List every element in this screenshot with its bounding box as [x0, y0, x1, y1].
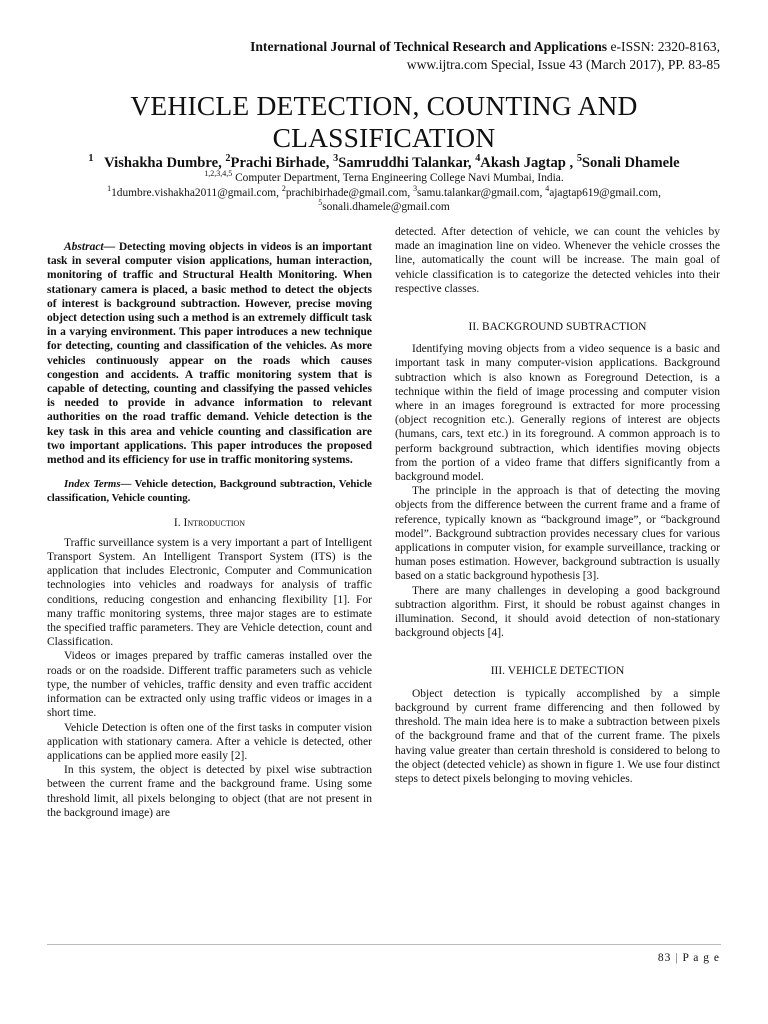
- section-heading-background-subtraction: II. BACKGROUND SUBTRACTION: [468, 321, 647, 334]
- journal-issn: e-ISSN: 2320-8163,: [607, 39, 720, 54]
- author-sup: 5: [576, 153, 582, 165]
- email-address: samu.talankar@gmail.com,: [417, 187, 543, 199]
- author-list: [40, 154, 728, 172]
- affiliation: [40, 171, 728, 185]
- paragraph: In this system, the object is detected by pixel wise subtraction between the current frame and the background frame. Using some threshold limit, all pixels belonging to object (that are not present in the background image) are: [47, 764, 372, 819]
- footer-divider: [47, 944, 721, 945]
- page-number-separator: |: [671, 952, 683, 964]
- author-emails: [20, 186, 748, 214]
- email-line2: [20, 200, 748, 214]
- paragraph: Identifying moving objects from a video sequence is a basic and important task in many computer-vision applications. Background subtraction which is also known as Foreground Detection, is a technique within the field of image processing and computer vision where in an images foreground is extracted for more processing (object recognition etc.). Generally regions of interest are objects (humans, cars, text etc.) in its foreground. A common approach is to perform background subtraction, which identifies moving objects from the portion of a video frame that differs significantly from a background model.: [395, 343, 720, 484]
- paper-title-line1: VEHICLE DETECTION, COUNTING AND: [130, 90, 638, 121]
- email-sup: 2: [281, 184, 286, 194]
- abstract-body: Detecting moving objects in videos is an important task in several computer vision applications, human interaction, monitoring of traffic and Structural Health Monitoring. When stationary camera is placed, a basic method to detect the objects of interest is background subtraction. However, precise moving object detection using such a method is an extremely difficult task in a varying environment. This paper introduces a new technique for detecting, counting and classification of the vehicles. As more vehicles continuously appear on the roads which causes congestion and accidents. A traffic monitoring system that is capable of detecting, counting and classifying the passed vehicles is needed to provide in advance information to relevant authorities on the road traffic demand. Vehicle detection is the key task in this area and vehicle counting and classification are two important applications. This paper introduces the proposed method and its efficiency for use in traffic monitoring systems.: [47, 241, 373, 467]
- paper-title: [40, 90, 728, 154]
- journal-name: International Journal of Technical Research and Applications: [250, 39, 608, 54]
- affiliation-sup: 1,2,3,4,5: [204, 169, 233, 179]
- abstract-dash: —: [103, 241, 119, 253]
- page-number-value: 83: [657, 952, 672, 964]
- author-sup: 2: [225, 153, 231, 165]
- journal-header: [250, 38, 720, 74]
- index-terms-dash: —: [120, 478, 135, 491]
- author-name: Akash Jagtap ,: [480, 155, 574, 171]
- page-word: P a g e: [682, 952, 720, 964]
- paragraph: Vehicle Detection is often one of the first tasks in computer vision application with stationary camera. After a vehicle is detected, other applications can be applied more easily [2].: [47, 721, 372, 762]
- email-address: prachibirhade@gmail.com,: [285, 187, 411, 199]
- index-terms: [47, 477, 372, 505]
- email-address: 1dumbre.vishakha2011@gmail.com,: [111, 187, 279, 199]
- section-number: I.: [173, 516, 184, 529]
- index-terms-label: Index Terms: [64, 478, 121, 491]
- abstract: [47, 240, 372, 467]
- paragraph: The principle in the approach is that of detecting the moving objects from the difference between the current frame and a frame of reference, typically known as “background image”, or “background model”. Background subtraction provides necessary clues for various applications in computer vision, for example surveillance, tracking or human poses estimation. However, background subtraction is usually based on a static background hypothesis [3].: [395, 485, 720, 583]
- page-number: [658, 952, 720, 964]
- email-sup: 3: [413, 184, 418, 194]
- section-heading-vehicle-detection: III. VEHICLE DETECTION: [490, 665, 625, 678]
- paragraph: There are many challenges in developing a good background subtraction algorithm. First, it should be robust against changes in illumination. Second, it should avoid detection of non-stationary background objects [4].: [395, 584, 720, 640]
- journal-header-line1: [250, 38, 720, 56]
- section-heading-introduction: [47, 516, 372, 530]
- affiliation-text: Computer Department, Terna Engineering College Navi Mumbai, India.: [235, 172, 564, 184]
- paragraph: Traffic surveillance system is a very important a part of Intelligent Transport System. An Intelligent Transport System (ITS) is the application that includes Electronic, Computer and Communication technologies into vehicles and roadways for analysis of traffic conditions, reducing congestion and enhancing flexibility [1]. For many traffic monitoring systems, three major stages are to estimate the specified traffic parameters. They are Vehicle detection, count and Classification.: [47, 536, 372, 649]
- paragraph: Object detection is typically accomplished by a simple background by current frame differencing and then followed by threshold. The main idea here is to make a subtraction between pixels of the background frame and that of the current frame. The pixels having value greater than certain threshold is considered to belong to the object (detected vehicle) as shown in figure 1. We use four distinct steps to detect pixels belonging to moving vehicles.: [395, 687, 720, 785]
- author-sup: 1: [88, 153, 94, 165]
- email-sup: 5: [318, 198, 323, 208]
- author-sup: 4: [475, 153, 481, 165]
- journal-header-line2: www.ijtra.com Special, Issue 43 (March 2017), PP. 83-85: [406, 57, 720, 72]
- email-address: sonali.dhamele@gmail.com: [322, 201, 450, 213]
- email-line1: [20, 186, 748, 200]
- paragraph: Videos or images prepared by traffic cameras installed over the roads or on the roadside. Different traffic parameters such as vehicle type, the number of vehicles, traffic density and even traffic accident information can be extracted only using traffic videos or images in a short time.: [47, 650, 372, 720]
- author-sup: 3: [333, 153, 339, 165]
- email-sup: 1: [107, 184, 112, 194]
- author-name: Vishakha Dumbre,: [104, 155, 222, 171]
- right-column: [395, 225, 720, 786]
- abstract-label: Abstract: [64, 241, 104, 253]
- left-column: [47, 240, 372, 820]
- author-name: Sonali Dhamele: [581, 155, 680, 171]
- email-sup: 4: [545, 184, 550, 194]
- section-title: Introduction: [183, 516, 246, 529]
- email-address: ajagtap619@gmail.com,: [549, 187, 661, 199]
- paragraph-continued: detected. After detection of vehicle, we can count the vehicles by made an imagination line on video. Whenever the vehicle crosses the line, automatically the count will be increase. The main goal of vehicle classification is to categorize the detected vehicles into their respective classes.: [395, 226, 720, 295]
- index-terms-body: Vehicle detection, Background subtraction, Vehicle classification, Vehicle counting.: [47, 478, 372, 505]
- author-name: Samruddhi Talankar,: [338, 155, 472, 171]
- paper-title-line2: CLASSIFICATION: [272, 122, 496, 153]
- author-name: Prachi Birhade,: [230, 155, 330, 171]
